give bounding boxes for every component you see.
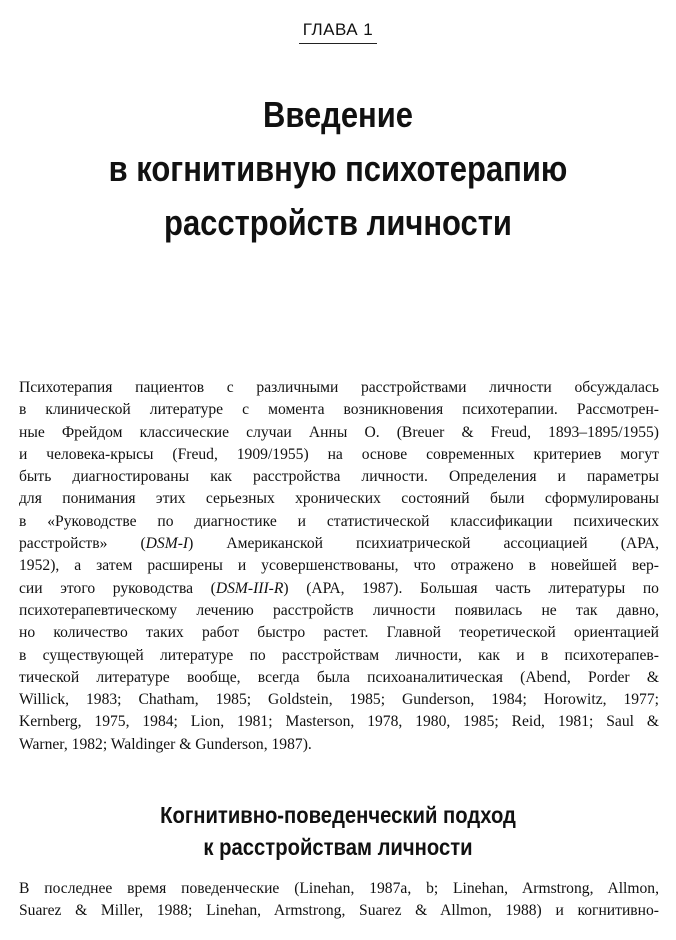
chapter-title bbox=[47, 88, 628, 250]
dsm-iii-r-abbrev: DSM-III-R bbox=[215, 579, 284, 597]
section-heading-line: Когнитивно-поведенческий подход bbox=[160, 802, 516, 828]
text-run: расстройств» ( bbox=[19, 535, 146, 553]
chapter-title-line: Введение bbox=[262, 94, 414, 135]
section-heading bbox=[41, 799, 636, 863]
paragraph-line: 1952), а затем расширены и усовершенствованы, что отражено в новейшей вер- bbox=[19, 557, 659, 575]
text-run: ) (АРА, 1987). Большая часть литературы по bbox=[283, 579, 659, 597]
chapter-label bbox=[0, 20, 676, 44]
section-paragraph bbox=[19, 878, 659, 923]
chapter-label-text: ГЛАВА 1 bbox=[299, 20, 378, 44]
paragraph-line: Willick, 1983; Chatham, 1985; Goldstein, 1985; Gunderson, 1984; Horowitz, 1977; bbox=[19, 691, 659, 709]
paragraph-line: в существующей литературе по расстройствам личности, как и в психотерапев- bbox=[19, 646, 659, 664]
paragraph-line bbox=[19, 533, 659, 555]
chapter-title-line: в когнитивную психотерапию bbox=[108, 148, 568, 189]
paragraph-line: ные Фрейдом классические случаи Анны О. (Breuer & Freud, 1893–1895/1955) bbox=[19, 423, 659, 441]
dsm-i-abbrev: DSM-I bbox=[145, 535, 189, 553]
paragraph-line: психотерапевтическому лечению расстройств личности появилась не так давно, bbox=[19, 601, 659, 619]
text-run: сии этого руководства ( bbox=[19, 579, 216, 597]
text-run: ) Американской психиатрической ассоциацией (АРА, bbox=[188, 535, 659, 553]
section-heading-line: к расстройствам личности bbox=[203, 834, 473, 860]
paragraph-line: Warner, 1982; Waldinger & Gunderson, 1987). bbox=[19, 735, 312, 753]
paragraph-line: но количество таких работ быстро растет. Главной теоретической ориентацией bbox=[19, 624, 659, 642]
paragraph-line: в «Руководстве по диагностике и статистической классификации психических bbox=[19, 512, 659, 530]
paragraph-line: Kernberg, 1975, 1984; Lion, 1981; Masterson, 1978, 1980, 1985; Reid, 1981; Saul & bbox=[19, 713, 659, 731]
paragraph-line: для понимания этих серьезных хронических состояний были сформулированы bbox=[19, 490, 659, 508]
paragraph-line: Психотерапия пациентов с различными расстройствами личности обсуждалась bbox=[19, 379, 659, 396]
intro-paragraph bbox=[19, 377, 659, 756]
paragraph-line: тической литературе вообще, всегда была психоаналитическая (Abend, Porder & bbox=[19, 668, 659, 686]
paragraph-line: и человека-крысы (Freud, 1909/1955) на основе современных критериев могут bbox=[19, 445, 659, 463]
paragraph-line: быть диагностированы как расстройства личности. Определения и параметры bbox=[19, 468, 659, 486]
chapter-title-line: расстройств личности bbox=[164, 202, 512, 243]
paragraph-line bbox=[19, 578, 659, 600]
paragraph-line: В последнее время поведенческие (Linehan, 1987a, b; Linehan, Armstrong, Allmon, bbox=[19, 880, 659, 897]
paragraph-line: в клинической литературе с момента возникновения психотерапии. Рассмотрен- bbox=[19, 401, 659, 419]
paragraph-line: Suarez & Miller, 1988; Linehan, Armstrong, Suarez & Allmon, 1988) и когнитивно- bbox=[19, 902, 659, 920]
